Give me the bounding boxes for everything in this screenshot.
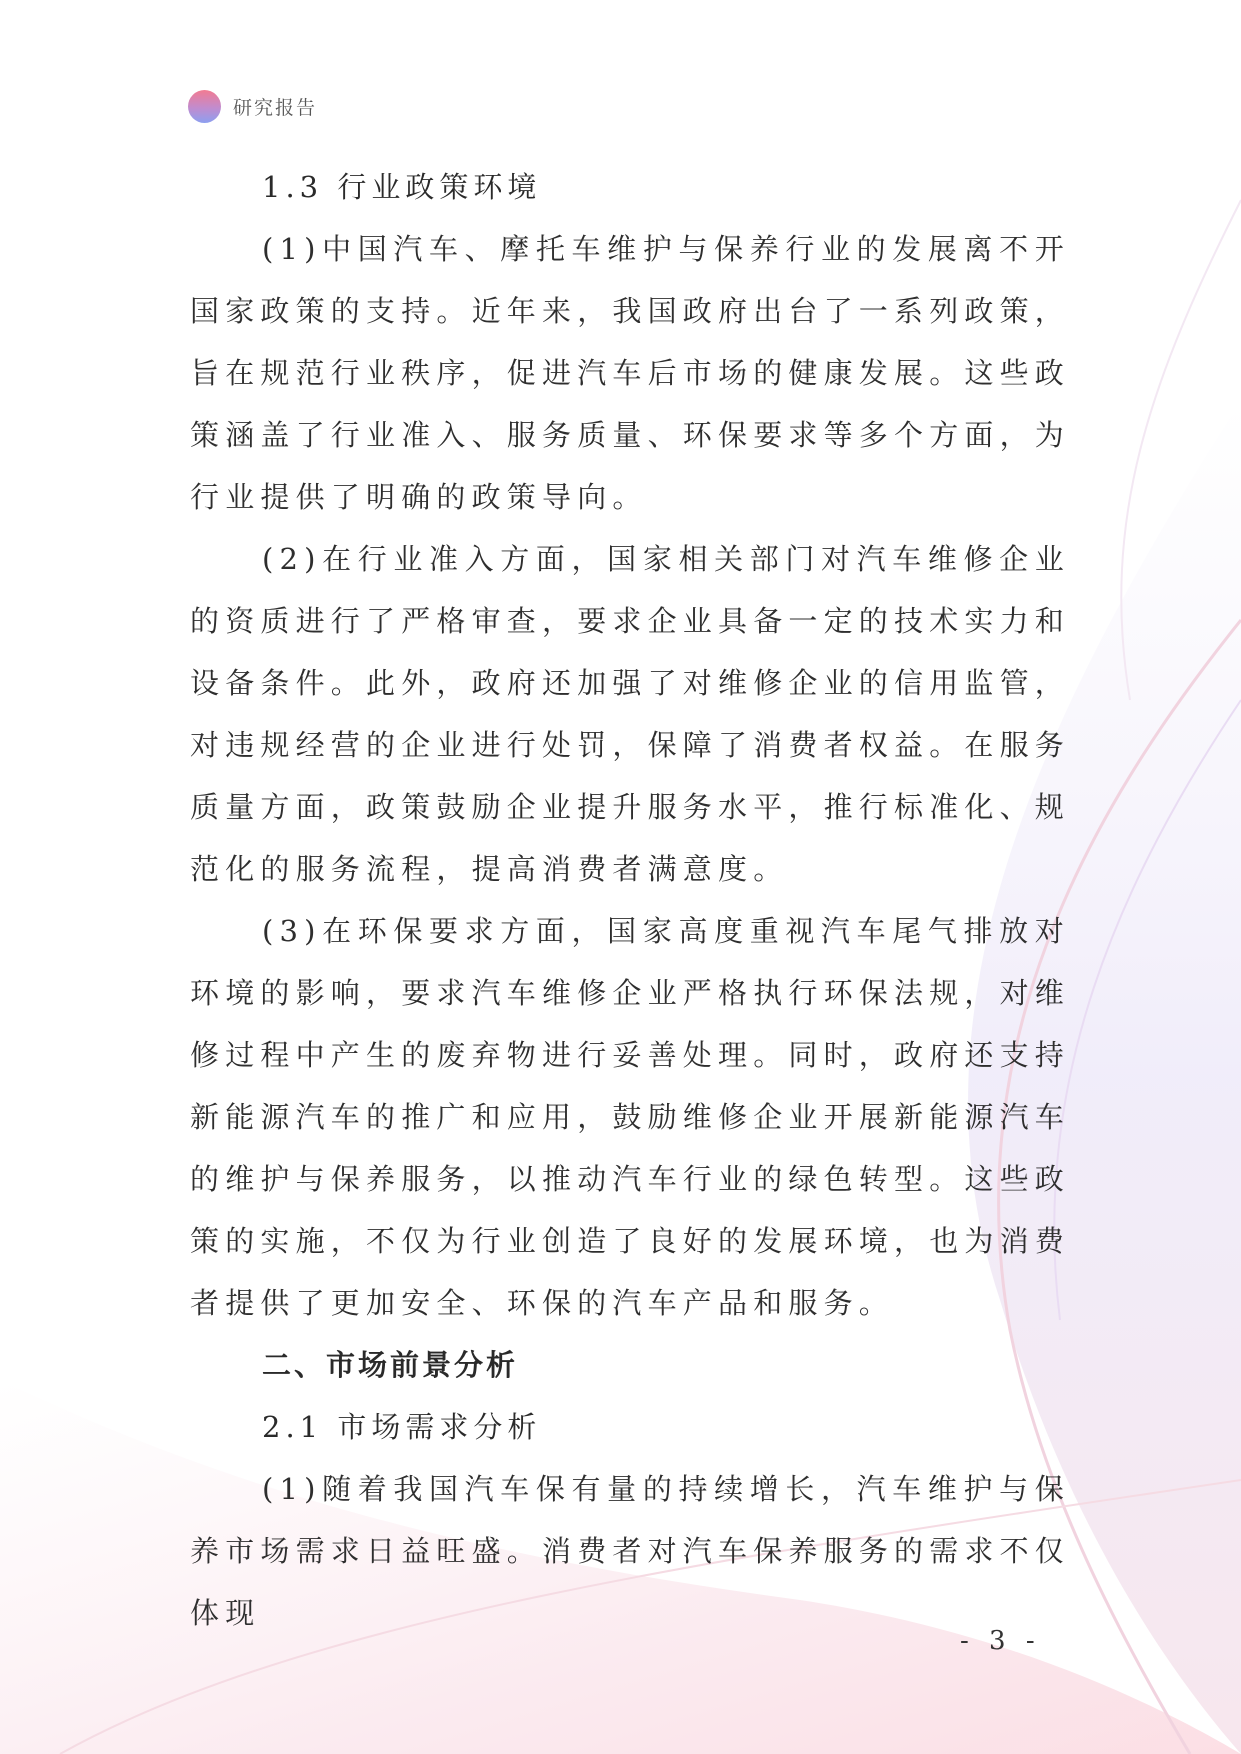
section-heading-policy: 1.3 行业政策环境 (262, 170, 542, 204)
chapter-heading-market: 二、市场前景分析 (262, 1348, 519, 1382)
report-header (188, 88, 317, 124)
page-number: - 3 - (960, 1626, 1041, 1656)
header-title: 研究报告 (233, 96, 318, 119)
section-heading-demand: 2.1 市场需求分析 (262, 1410, 542, 1444)
paragraph-demand-1: (1)随着我国汽车保有量的持续增长，汽车维护与保养市场需求日益旺盛。消费者对汽车保养服务的需求不仅体现 (190, 1472, 1071, 1630)
logo-circle-icon (188, 90, 221, 123)
paragraph-policy-2: (2)在行业准入方面，国家相关部门对汽车维修企业的资质进行了严格审查，要求企业具备一定的技术实力和设备条件。此外，政府还加强了对维修企业的信用监管，对违规经营的企业进行处罚，保障了消费者权益。在服务质量方面，政策鼓励企业提升服务水平，推行标准化、规范化的服务流程，提高消费者满意度。 (190, 542, 1071, 886)
paragraph-policy-1: (1)中国汽车、摩托车维护与保养行业的发展离不开国家政策的支持。近年来，我国政府出台了一系列政策，旨在规范行业秩序，促进汽车后市场的健康发展。这些政策涵盖了行业准入、服务质量、环保要求等多个方面，为行业提供了明确的政策导向。 (190, 232, 1071, 514)
paragraph-policy-3: (3)在环保要求方面，国家高度重视汽车尾气排放对环境的影响，要求汽车维修企业严格执行环保法规，对维修过程中产生的废弃物进行妥善处理。同时，政府还支持新能源汽车的推广和应用，鼓励维修企业开展新能源汽车的维护与保养服务，以推动汽车行业的绿色转型。这些政策的实施，不仅为行业创造了良好的发展环境，也为消费者提供了更加安全、环保的汽车产品和服务。 (190, 914, 1071, 1320)
document-body (190, 156, 1070, 1644)
